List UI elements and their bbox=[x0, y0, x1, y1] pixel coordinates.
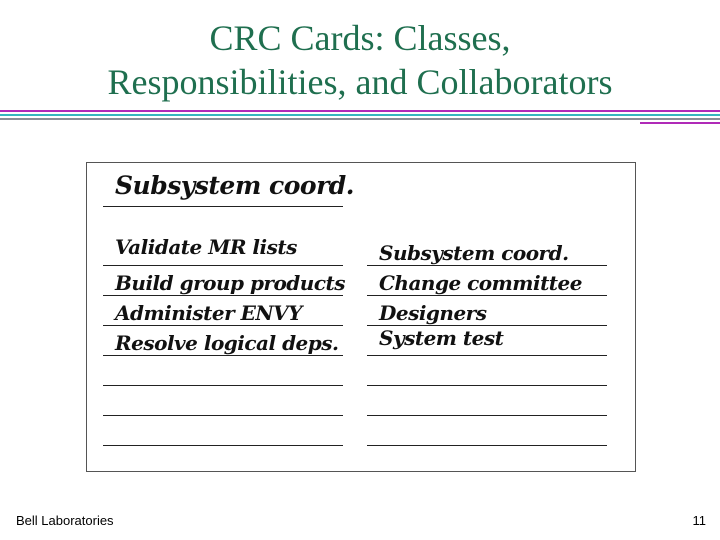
responsibility-line bbox=[103, 265, 343, 266]
collaborator-item: Subsystem coord. bbox=[379, 241, 569, 265]
collaborator-line bbox=[367, 355, 607, 356]
responsibility-line bbox=[103, 385, 343, 386]
collaborator-line bbox=[367, 385, 607, 386]
collaborator-item: Change committee bbox=[379, 271, 582, 295]
responsibility-line bbox=[103, 295, 343, 296]
title-rule-purple bbox=[0, 110, 720, 112]
responsibility-item: Validate MR lists bbox=[115, 235, 297, 259]
slide-number: 11 bbox=[692, 513, 706, 528]
footer-organization: Bell Laboratories bbox=[16, 513, 114, 528]
slide-title-line-2: Responsibilities, and Collaborators bbox=[107, 62, 613, 102]
class-name-underline bbox=[103, 206, 343, 207]
responsibility-line bbox=[103, 445, 343, 446]
title-rule-gray bbox=[0, 118, 720, 120]
collaborator-line bbox=[367, 445, 607, 446]
title-rule-teal bbox=[0, 114, 720, 116]
collaborator-line bbox=[367, 325, 607, 326]
collaborator-item: Designers bbox=[379, 301, 487, 325]
crc-card bbox=[86, 162, 636, 472]
collaborator-line bbox=[367, 265, 607, 266]
title-rule-purple-short bbox=[640, 122, 720, 124]
responsibility-item: Build group products bbox=[115, 271, 345, 295]
responsibility-item: Resolve logical deps. bbox=[115, 331, 339, 355]
slide-title-line-1: CRC Cards: Classes, bbox=[209, 18, 511, 58]
responsibility-line bbox=[103, 415, 343, 416]
slide-title bbox=[0, 16, 720, 104]
responsibility-line bbox=[103, 325, 343, 326]
crc-class-name: Subsystem coord. bbox=[115, 171, 354, 200]
collaborator-line bbox=[367, 295, 607, 296]
responsibility-line bbox=[103, 355, 343, 356]
collaborator-line bbox=[367, 415, 607, 416]
responsibility-item: Administer ENVY bbox=[115, 301, 302, 325]
collaborator-item: System test bbox=[379, 326, 504, 350]
